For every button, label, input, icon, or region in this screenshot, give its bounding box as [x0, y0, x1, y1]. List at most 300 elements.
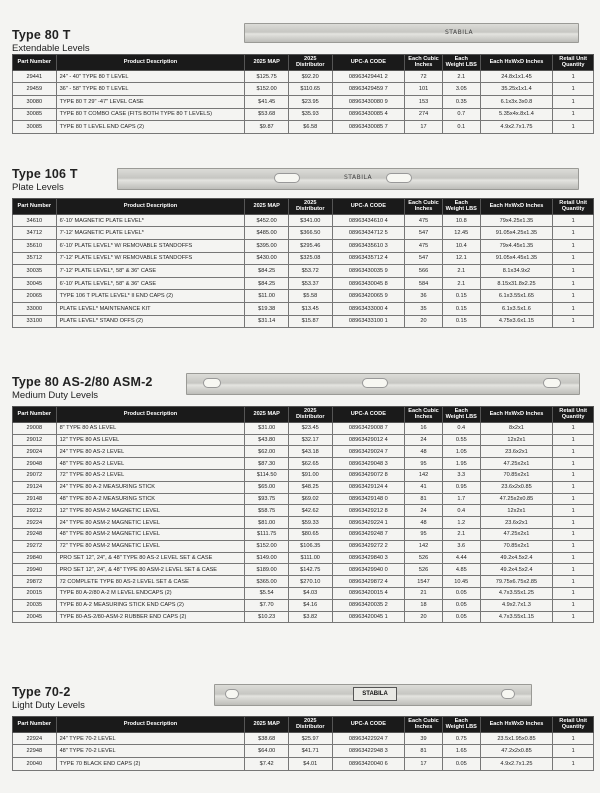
map-price-cell: $43.80 [245, 434, 289, 446]
upc-code-cell: 08963429872 4 [332, 576, 405, 588]
distributor-price-cell: $325.08 [288, 252, 332, 265]
dimensions-cell: 47.25x2x1 [480, 528, 553, 540]
weight-lbs-cell: 0.15 [442, 290, 480, 303]
distributor-price-cell: $69.02 [288, 493, 332, 505]
part-number-cell: 29272 [13, 540, 57, 552]
table-row [13, 528, 594, 540]
dimensions-cell: 4.9x2.7x1.25 [480, 758, 553, 771]
cubic-inches-cell: 153 [405, 96, 443, 109]
retail-quantity-cell: 1 [553, 587, 594, 599]
table-row [13, 745, 594, 758]
part-number-cell: 29459 [13, 83, 57, 96]
dimensions-cell: 79.75x6.75x2.85 [480, 576, 553, 588]
column-header-map-price: 2025 MAP [245, 199, 289, 215]
map-price-cell: $64.00 [245, 745, 289, 758]
product-description-cell: PLATE LEVEL* MAINTENANCE KIT [56, 302, 245, 315]
upc-code-cell: 08963434610 4 [332, 214, 405, 227]
table-row [13, 227, 594, 240]
table-row [13, 96, 594, 109]
retail-quantity-cell: 1 [553, 446, 594, 458]
column-header-product-description: Product Description [56, 717, 245, 733]
weight-lbs-cell: 10.4 [442, 240, 480, 253]
weight-lbs-cell: 12.45 [442, 227, 480, 240]
plate-level-image [117, 168, 579, 190]
table-row [13, 458, 594, 470]
retail-quantity-cell: 1 [553, 745, 594, 758]
cubic-inches-cell: 547 [405, 227, 443, 240]
product-description-cell: 8" TYPE 80 AS LEVEL [56, 422, 245, 434]
map-price-cell: $395.00 [245, 240, 289, 253]
dimensions-cell: 23.6x2x1 [480, 517, 553, 529]
upc-code-cell: 08963430035 9 [332, 265, 405, 278]
cubic-inches-cell: 72 [405, 70, 443, 83]
distributor-price-cell: $53.72 [288, 265, 332, 278]
cubic-inches-cell: 24 [405, 434, 443, 446]
distributor-price-cell: $15.87 [288, 315, 332, 328]
part-number-cell: 30085 [13, 108, 57, 121]
part-number-cell: 29248 [13, 528, 57, 540]
retail-quantity-cell: 1 [553, 540, 594, 552]
map-price-cell: $7.70 [245, 599, 289, 611]
retail-quantity-cell: 1 [553, 70, 594, 83]
retail-quantity-cell: 1 [553, 434, 594, 446]
retail-quantity-cell: 1 [553, 528, 594, 540]
cubic-inches-cell: 142 [405, 540, 443, 552]
upc-code-cell: 08963429441 2 [332, 70, 405, 83]
map-price-cell: $485.00 [245, 227, 289, 240]
product-description-cell: PRO SET 12", 24", & 48" TYPE 80 ASM-2 LEVEL SET & CASE [56, 564, 245, 576]
retail-quantity-cell: 1 [553, 505, 594, 517]
distributor-price-cell: $13.45 [288, 302, 332, 315]
section-header [12, 6, 594, 54]
dimensions-cell: 35.25x1x1.4 [480, 83, 553, 96]
product-description-cell: PLATE LEVEL* STAND OFFS (2) [56, 315, 245, 328]
part-number-cell: 29940 [13, 564, 57, 576]
map-price-cell: $19.38 [245, 302, 289, 315]
map-price-cell: $53.68 [245, 108, 289, 121]
column-header-map-price: 2025 MAP [245, 717, 289, 733]
map-price-cell: $149.00 [245, 552, 289, 564]
cubic-inches-cell: 526 [405, 552, 443, 564]
brand-label: STABILA [344, 174, 373, 181]
cubic-inches-cell: 36 [405, 290, 443, 303]
table-row [13, 611, 594, 623]
weight-lbs-cell: 3.6 [442, 540, 480, 552]
part-number-cell: 20045 [13, 611, 57, 623]
dimensions-cell: 70.85x2x1 [480, 540, 553, 552]
table-row [13, 758, 594, 771]
product-description-cell: 48" TYPE 80 AS-2 LEVEL [56, 458, 245, 470]
weight-lbs-cell: 0.95 [442, 481, 480, 493]
upc-code-cell: 08963435610 3 [332, 240, 405, 253]
table-row [13, 540, 594, 552]
column-header-dimensions: Each HxWxD Inches [480, 55, 553, 71]
product-description-cell: TYPE 80-AS-2/80-ASM-2 RUBBER END CAPS (2) [56, 611, 245, 623]
upc-code-cell: 08963434712 5 [332, 227, 405, 240]
part-number-cell: 34610 [13, 214, 57, 227]
map-price-cell: $5.54 [245, 587, 289, 599]
column-header-part-number: Part Number [13, 55, 57, 71]
weight-lbs-cell: 4.44 [442, 552, 480, 564]
part-number-cell: 29008 [13, 422, 57, 434]
cubic-inches-cell: 526 [405, 564, 443, 576]
retail-quantity-cell: 1 [553, 121, 594, 134]
column-header-retail-quantity: Retail Unit Quantity [553, 199, 594, 215]
upc-code-cell: 08963429212 8 [332, 505, 405, 517]
section-subtitle: Extendable Levels [12, 43, 90, 54]
part-number-cell: 22924 [13, 732, 57, 745]
retail-quantity-cell: 1 [553, 83, 594, 96]
retail-quantity-cell: 1 [553, 576, 594, 588]
product-description-cell: TYPE 80 A-2 MEASURING STICK END CAPS (2) [56, 599, 245, 611]
table-row [13, 576, 594, 588]
distributor-price-cell: $295.46 [288, 240, 332, 253]
map-price-cell: $84.25 [245, 265, 289, 278]
weight-lbs-cell: 10.8 [442, 214, 480, 227]
map-price-cell: $10.23 [245, 611, 289, 623]
cubic-inches-cell: 39 [405, 732, 443, 745]
column-header-part-number: Part Number [13, 717, 57, 733]
distributor-price-cell: $62.65 [288, 458, 332, 470]
retail-quantity-cell: 1 [553, 732, 594, 745]
dimensions-cell: 4.7x3.55x1.25 [480, 587, 553, 599]
section-subtitle: Light Duty Levels [12, 700, 85, 711]
weight-lbs-cell: 0.05 [442, 599, 480, 611]
upc-code-cell: 08963430045 8 [332, 277, 405, 290]
map-price-cell: $31.14 [245, 315, 289, 328]
level-product-image [214, 684, 532, 706]
upc-code-cell: 08963429248 7 [332, 528, 405, 540]
map-price-cell: $58.75 [245, 505, 289, 517]
column-header-dimensions: Each HxWxD Inches [480, 717, 553, 733]
column-header-distributor-price: 2025 Distributor [288, 55, 332, 71]
dimensions-cell: 23.6x2x1 [480, 446, 553, 458]
column-header-map-price: 2025 MAP [245, 407, 289, 423]
dimensions-cell: 24.8x1x1.45 [480, 70, 553, 83]
column-header-weight-lbs: Each Weight LBS [442, 55, 480, 71]
upc-code-cell: 08963433000 4 [332, 302, 405, 315]
distributor-price-cell: $59.33 [288, 517, 332, 529]
part-number-cell: 29048 [13, 458, 57, 470]
vial-icon [274, 173, 300, 183]
part-number-cell: 30035 [13, 265, 57, 278]
upc-code-cell: 08963430080 9 [332, 96, 405, 109]
retail-quantity-cell: 1 [553, 599, 594, 611]
retail-quantity-cell: 1 [553, 252, 594, 265]
part-number-cell: 35610 [13, 240, 57, 253]
retail-quantity-cell: 1 [553, 265, 594, 278]
retail-quantity-cell: 1 [553, 422, 594, 434]
section-subtitle: Plate Levels [12, 182, 64, 193]
upc-code-cell: 08963429272 2 [332, 540, 405, 552]
distributor-price-cell: $92.20 [288, 70, 332, 83]
distributor-price-cell: $35.93 [288, 108, 332, 121]
table-row [13, 290, 594, 303]
table-row [13, 470, 594, 482]
dimensions-cell: 6.1x3x.3x0.8 [480, 96, 553, 109]
dimensions-cell: 23.6x2x0.85 [480, 481, 553, 493]
cubic-inches-cell: 475 [405, 214, 443, 227]
weight-lbs-cell: 0.15 [442, 315, 480, 328]
table-row [13, 446, 594, 458]
section-title: Type 80 AS-2/80 ASM-2 [12, 375, 153, 389]
column-header-distributor-price: 2025 Distributor [288, 199, 332, 215]
retail-quantity-cell: 1 [553, 493, 594, 505]
product-table [12, 716, 594, 771]
product-description-cell: TYPE 106 T PLATE LEVEL* II END CAPS (2) [56, 290, 245, 303]
part-number-cell: 29441 [13, 70, 57, 83]
distributor-price-cell: $23.45 [288, 422, 332, 434]
dimensions-cell: 49.2x4.5x2.4 [480, 552, 553, 564]
vial-icon [501, 689, 515, 699]
cubic-inches-cell: 20 [405, 315, 443, 328]
part-number-cell: 29840 [13, 552, 57, 564]
part-number-cell: 29224 [13, 517, 57, 529]
product-description-cell: 48" TYPE 70-2 LEVEL [56, 745, 245, 758]
part-number-cell: 20040 [13, 758, 57, 771]
cubic-inches-cell: 17 [405, 121, 443, 134]
upc-code-cell: 08963430085 7 [332, 121, 405, 134]
column-header-cubic-inches: Each Cubic Inches [405, 717, 443, 733]
product-description-cell: 6'-10' PLATE LEVEL* W/ REMOVABLE STANDOFFS [56, 240, 245, 253]
column-header-product-description: Product Description [56, 199, 245, 215]
weight-lbs-cell: 3.05 [442, 83, 480, 96]
part-number-cell: 29072 [13, 470, 57, 482]
part-number-cell: 20015 [13, 587, 57, 599]
column-header-retail-quantity: Retail Unit Quantity [553, 55, 594, 71]
map-price-cell: $84.25 [245, 277, 289, 290]
table-row [13, 302, 594, 315]
retail-quantity-cell: 1 [553, 214, 594, 227]
product-table [12, 406, 594, 623]
cubic-inches-cell: 20 [405, 611, 443, 623]
upc-code-cell: 08963420065 9 [332, 290, 405, 303]
upc-code-cell: 08963429940 0 [332, 564, 405, 576]
section-title: Type 80 T [12, 28, 71, 42]
cubic-inches-cell: 547 [405, 252, 443, 265]
upc-code-cell: 08963429048 3 [332, 458, 405, 470]
cubic-inches-cell: 17 [405, 758, 443, 771]
table-row [13, 481, 594, 493]
map-price-cell: $87.30 [245, 458, 289, 470]
table-row [13, 315, 594, 328]
vial-icon [362, 378, 388, 388]
retail-quantity-cell: 1 [553, 290, 594, 303]
weight-lbs-cell: 0.75 [442, 732, 480, 745]
upc-code-cell: 08963429148 0 [332, 493, 405, 505]
distributor-price-cell: $106.35 [288, 540, 332, 552]
section-type-106-t [12, 168, 594, 328]
upc-code-cell: 08963429024 7 [332, 446, 405, 458]
table-row [13, 252, 594, 265]
weight-lbs-cell: 0.4 [442, 505, 480, 517]
column-header-map-price: 2025 MAP [245, 55, 289, 71]
dimensions-cell: 8.1x34.9x2 [480, 265, 553, 278]
distributor-price-cell: $4.03 [288, 587, 332, 599]
cubic-inches-cell: 475 [405, 240, 443, 253]
weight-lbs-cell: 0.15 [442, 302, 480, 315]
product-description-cell: 24" - 40" TYPE 80 T LEVEL [56, 70, 245, 83]
weight-lbs-cell: 0.55 [442, 434, 480, 446]
dimensions-cell: 4.9x2.7x1.75 [480, 121, 553, 134]
upc-code-cell: 08963435712 4 [332, 252, 405, 265]
upc-code-cell: 08963422924 7 [332, 732, 405, 745]
distributor-price-cell: $25.97 [288, 732, 332, 745]
column-header-part-number: Part Number [13, 199, 57, 215]
cubic-inches-cell: 35 [405, 302, 443, 315]
product-description-cell: TYPE 80 T COMBO CASE (FITS BOTH TYPE 80 T LEVELS) [56, 108, 245, 121]
map-price-cell: $11.00 [245, 290, 289, 303]
product-description-cell: TYPE 80 T LEVEL END CAPS (2) [56, 121, 245, 134]
column-header-weight-lbs: Each Weight LBS [442, 199, 480, 215]
table-header-row [13, 717, 594, 733]
column-header-retail-quantity: Retail Unit Quantity [553, 407, 594, 423]
product-description-cell: 7'-12' PLATE LEVEL* W/ REMOVABLE STANDOFFS [56, 252, 245, 265]
weight-lbs-cell: 12.1 [442, 252, 480, 265]
part-number-cell: 22948 [13, 745, 57, 758]
level-product-image [244, 23, 579, 43]
map-price-cell: $111.75 [245, 528, 289, 540]
weight-lbs-cell: 1.95 [442, 458, 480, 470]
table-row [13, 121, 594, 134]
map-price-cell: $41.45 [245, 96, 289, 109]
dimensions-cell: 6.1x3.55x1.65 [480, 290, 553, 303]
part-number-cell: 34712 [13, 227, 57, 240]
retail-quantity-cell: 1 [553, 108, 594, 121]
dimensions-cell: 49.2x4.5x2.4 [480, 564, 553, 576]
retail-quantity-cell: 1 [553, 470, 594, 482]
retail-quantity-cell: 1 [553, 96, 594, 109]
retail-quantity-cell: 1 [553, 315, 594, 328]
dimensions-cell: 12x2x1 [480, 434, 553, 446]
weight-lbs-cell: 1.7 [442, 493, 480, 505]
dimensions-cell: 23.5x1.95x0.85 [480, 732, 553, 745]
product-description-cell: 12" TYPE 80 ASM-2 MAGNETIC LEVEL [56, 505, 245, 517]
distributor-price-cell: $341.00 [288, 214, 332, 227]
dimensions-cell: 91.05x4.45x1.35 [480, 252, 553, 265]
product-description-cell: TYPE 70 BLACK END CAPS (2) [56, 758, 245, 771]
column-header-retail-quantity: Retail Unit Quantity [553, 717, 594, 733]
table-row [13, 732, 594, 745]
section-header [12, 168, 594, 198]
map-price-cell: $65.00 [245, 481, 289, 493]
map-price-cell: $114.50 [245, 470, 289, 482]
cubic-inches-cell: 1547 [405, 576, 443, 588]
weight-lbs-cell: 3.3 [442, 470, 480, 482]
part-number-cell: 29024 [13, 446, 57, 458]
dimensions-cell: 6.1x3.5x1.6 [480, 302, 553, 315]
cubic-inches-cell: 81 [405, 745, 443, 758]
table-row [13, 587, 594, 599]
section-type-80-as-2 [12, 376, 594, 623]
table-row [13, 552, 594, 564]
weight-lbs-cell: 1.2 [442, 517, 480, 529]
upc-code-cell: 08963429840 3 [332, 552, 405, 564]
retail-quantity-cell: 1 [553, 758, 594, 771]
level-product-image [186, 373, 580, 395]
section-title: Type 106 T [12, 167, 78, 181]
weight-lbs-cell: 0.7 [442, 108, 480, 121]
dimensions-cell: 4.75x3.6x1.15 [480, 315, 553, 328]
map-price-cell: $125.75 [245, 70, 289, 83]
table-header-row [13, 199, 594, 215]
upc-code-cell: 08963420045 1 [332, 611, 405, 623]
table-row [13, 70, 594, 83]
cubic-inches-cell: 95 [405, 458, 443, 470]
table-row [13, 240, 594, 253]
brand-label: STABILA [445, 29, 474, 36]
distributor-price-cell: $48.25 [288, 481, 332, 493]
retail-quantity-cell: 1 [553, 517, 594, 529]
upc-code-cell: 08963429124 4 [332, 481, 405, 493]
table-row [13, 277, 594, 290]
section-title: Type 70-2 [12, 685, 71, 699]
cubic-inches-cell: 24 [405, 505, 443, 517]
upc-code-cell: 08963429459 7 [332, 83, 405, 96]
column-header-distributor-price: 2025 Distributor [288, 717, 332, 733]
map-price-cell: $365.00 [245, 576, 289, 588]
table-row [13, 517, 594, 529]
distributor-price-cell: $32.17 [288, 434, 332, 446]
product-description-cell: 48" TYPE 80 A-2 MEASURING STICK [56, 493, 245, 505]
section-header [12, 376, 594, 406]
distributor-price-cell: $91.00 [288, 470, 332, 482]
column-header-part-number: Part Number [13, 407, 57, 423]
product-description-cell: TYPE 80 A-2/80 A-2 M LEVEL ENDCAPS (2) [56, 587, 245, 599]
cubic-inches-cell: 48 [405, 517, 443, 529]
cubic-inches-cell: 16 [405, 422, 443, 434]
upc-code-cell: 08963429224 1 [332, 517, 405, 529]
column-header-distributor-price: 2025 Distributor [288, 407, 332, 423]
upc-code-cell: 08963429072 8 [332, 470, 405, 482]
column-header-cubic-inches: Each Cubic Inches [405, 199, 443, 215]
column-header-upc-code: UPC-A CODE [332, 717, 405, 733]
vial-icon [203, 378, 221, 388]
map-price-cell: $452.00 [245, 214, 289, 227]
weight-lbs-cell: 0.1 [442, 121, 480, 134]
distributor-price-cell: $111.00 [288, 552, 332, 564]
distributor-price-cell: $110.65 [288, 83, 332, 96]
distributor-price-cell: $4.16 [288, 599, 332, 611]
weight-lbs-cell: 10.45 [442, 576, 480, 588]
cubic-inches-cell: 584 [405, 277, 443, 290]
dimensions-cell: 91.05x4.25x1.35 [480, 227, 553, 240]
part-number-cell: 30045 [13, 277, 57, 290]
product-description-cell: 24" TYPE 80 A-2 MEASURING STICK [56, 481, 245, 493]
distributor-price-cell: $41.71 [288, 745, 332, 758]
table-row [13, 505, 594, 517]
weight-lbs-cell: 1.65 [442, 745, 480, 758]
dimensions-cell: 47.25x2x0.85 [480, 493, 553, 505]
product-description-cell: 6'-10' PLATE LEVEL*, 58" & 36" CASE [56, 277, 245, 290]
vial-icon [225, 689, 239, 699]
product-description-cell: 24" TYPE 70-2 LEVEL [56, 732, 245, 745]
distributor-price-cell: $42.62 [288, 505, 332, 517]
section-subtitle: Medium Duty Levels [12, 390, 99, 401]
dimensions-cell: 4.7x3.55x1.15 [480, 611, 553, 623]
part-number-cell: 30085 [13, 121, 57, 134]
table-row [13, 214, 594, 227]
product-table [12, 198, 594, 328]
distributor-price-cell: $3.82 [288, 611, 332, 623]
map-price-cell: $38.68 [245, 732, 289, 745]
map-price-cell: $93.75 [245, 493, 289, 505]
map-price-cell: $189.00 [245, 564, 289, 576]
column-header-weight-lbs: Each Weight LBS [442, 407, 480, 423]
product-description-cell: PRO SET 12", 24", & 48" TYPE 80 AS-2 LEVEL SET & CASE [56, 552, 245, 564]
part-number-cell: 29212 [13, 505, 57, 517]
dimensions-cell: 47.25x2x1 [480, 458, 553, 470]
